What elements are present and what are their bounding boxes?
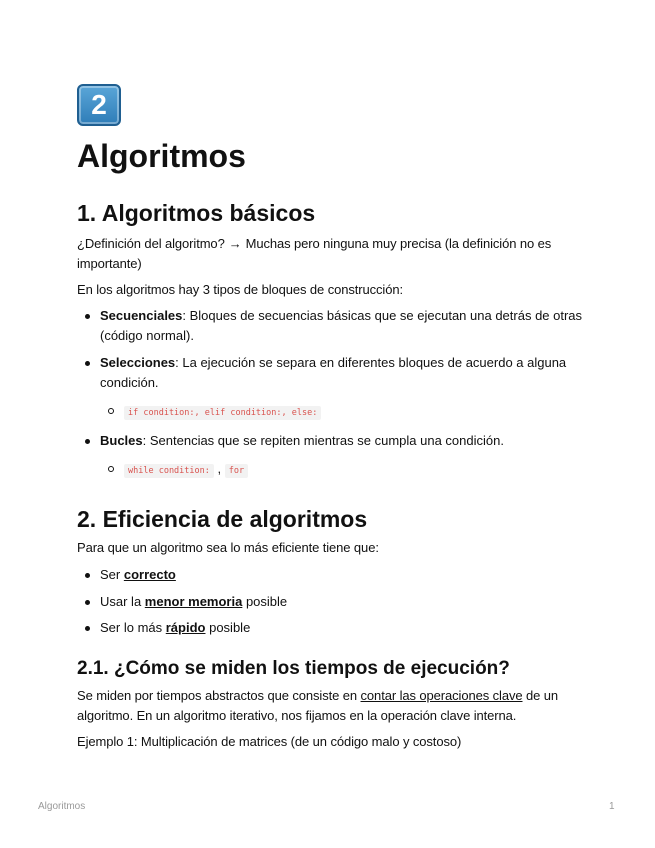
desc-secuenciales: : Bloques de secuencias básicas que se ejecutan una detrás de otras (código normal).: [100, 308, 583, 343]
text-fragment: Se miden por tiempos abstractos que consiste en: [77, 688, 361, 703]
keycap-two-icon: 2: [77, 84, 121, 126]
term-bucles: Bucles: [100, 433, 143, 448]
definition-answer: Muchas pero ninguna muy precisa (la definición no es importante): [77, 236, 552, 271]
page-number: 1: [609, 801, 615, 812]
list-item-correcto: [77, 565, 583, 585]
section-heading-2: 2. Eficiencia de algoritmos: [77, 506, 368, 532]
subsection-heading-2-1: 2.1. ¿Cómo se miden los tiempos de ejecución?: [77, 658, 510, 679]
text-fragment: posible: [205, 620, 251, 635]
definition-question: ¿Definición del algoritmo?: [77, 236, 225, 251]
blocks-intro: En los algoritmos hay 3 tipos de bloques de construcción:: [77, 282, 403, 297]
text-fragment: Ser: [100, 567, 124, 582]
footer-title: Algoritmos: [38, 801, 86, 812]
list-item-secuenciales: [77, 306, 583, 346]
term-secuenciales: Secuenciales: [100, 308, 183, 323]
desc-bucles: : Sentencias que se repiten mientras se cumpla una condición.: [142, 433, 504, 448]
section-heading-1: 1. Algoritmos básicos: [77, 200, 316, 226]
desc-selecciones: : La ejecución se separa en diferentes bloques de acuerdo a alguna condición.: [100, 355, 567, 390]
term-selecciones: Selecciones: [100, 355, 176, 370]
emphasis-rapido: rápido: [165, 620, 206, 635]
text-fragment: Ser lo más: [100, 620, 166, 635]
example-paragraph: Ejemplo 1: Multiplicación de matrices (de un código malo y costoso): [77, 734, 462, 749]
list-item-loop-code: [77, 459, 583, 481]
list-item-selection-code: [77, 401, 583, 423]
selection-code: if condition:, elif condition:, else:: [124, 406, 321, 420]
text-fragment: de un algoritmo. En un algoritmo iterativo, nos fijamos en la operación clave interna.: [77, 688, 559, 723]
efficiency-intro: Para que un algoritmo sea lo más eficiente tiene que:: [77, 540, 379, 555]
list-item-selecciones: [77, 353, 583, 393]
text-fragment: posible: [242, 594, 288, 609]
for-code: for: [225, 464, 248, 478]
measure-paragraph: [77, 686, 583, 726]
list-item-memoria: [77, 592, 583, 612]
text-fragment: Usar la: [100, 594, 145, 609]
emphasis-correcto: correcto: [123, 567, 176, 582]
definition-paragraph: [77, 234, 583, 274]
efficiency-list: [77, 565, 583, 638]
while-code: while condition:: [124, 464, 214, 478]
emphasis-memoria: menor memoria: [144, 594, 243, 609]
blocks-list: [77, 306, 583, 481]
list-item-rapido: [77, 618, 583, 638]
document-page: [77, 84, 583, 752]
code-separator: ,: [217, 461, 222, 476]
key-operations-link-text: contar las operaciones clave: [360, 688, 523, 703]
list-item-bucles: [77, 431, 583, 451]
page-title: Algoritmos: [77, 138, 246, 174]
arrow-right-icon: →: [228, 236, 242, 251]
